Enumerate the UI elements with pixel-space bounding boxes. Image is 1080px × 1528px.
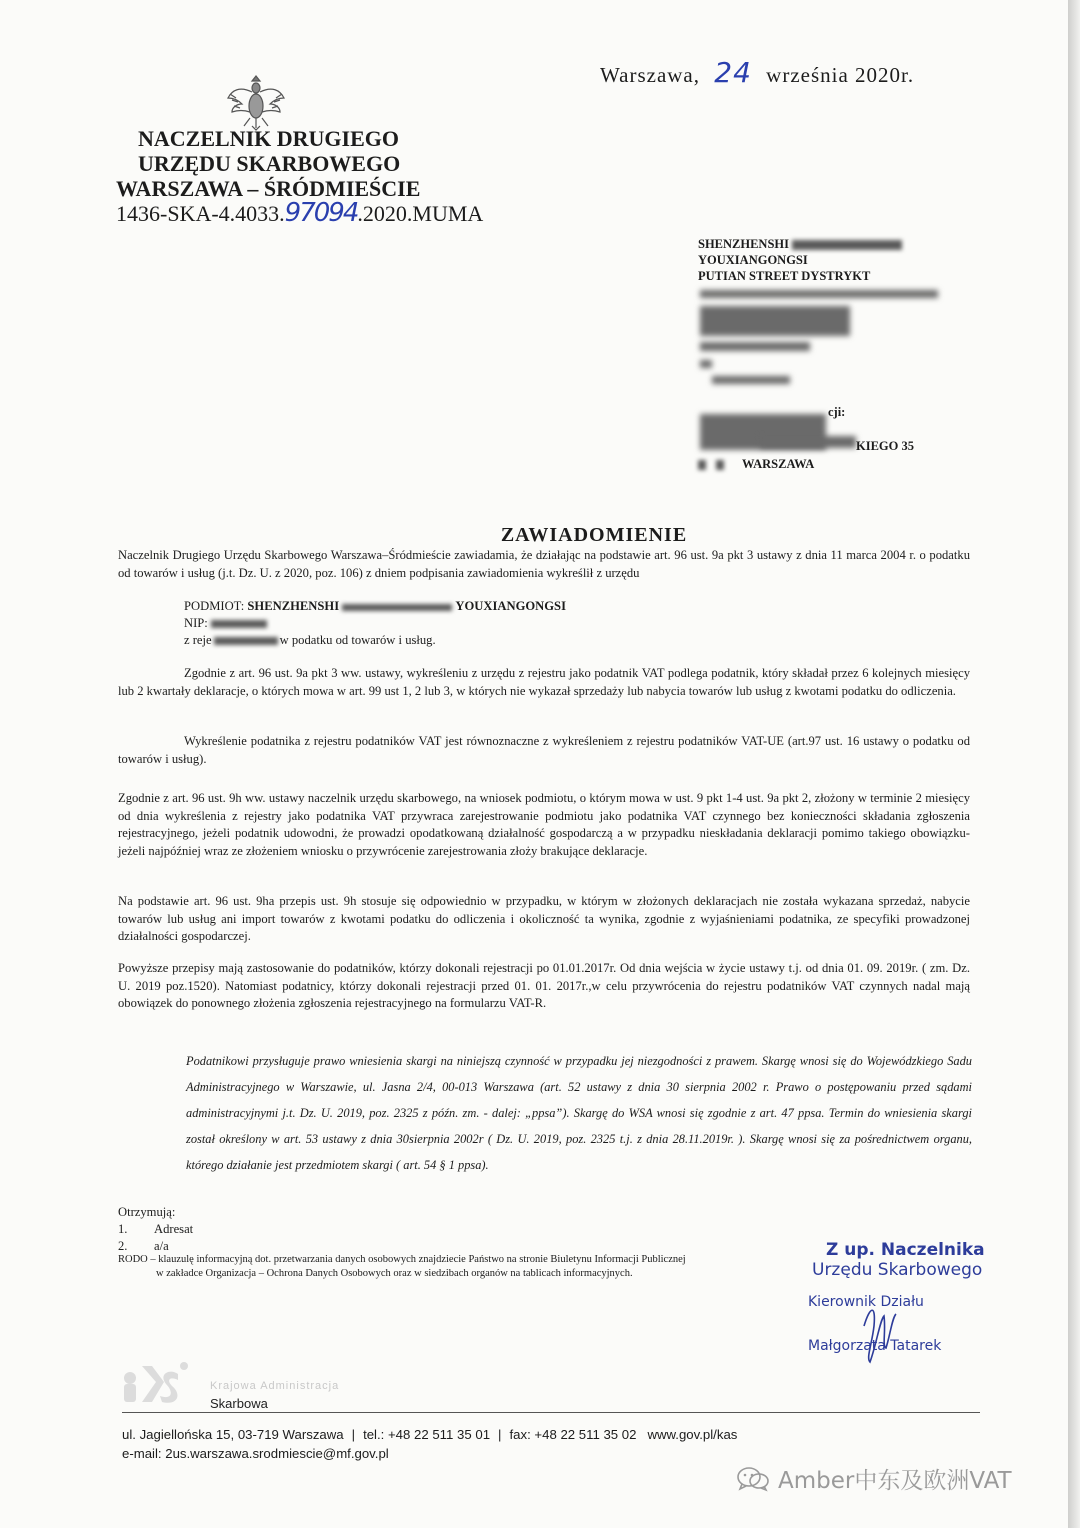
paragraph-6: Powyższe przepisy mają zastosowanie do podatników, którzy dokonali rejestracji po 01.01.2017r. Od dnia wejścia w życie ustawy t.j. od dnia 01. 09. 2019r. ( zm. Dz. U. 2019 poz.1520). Natomiast podatnicy, którzy dokonali rejestracji przed 01. 01. 2017r.,w celu przywrócenia do rejestru podatników VAT czynnych nadal mają obowiązek do ponownego złożenia zgłoszenia rejestracyjnego na formularzu VAT-R. (118, 961, 970, 1010)
wechat-watermark (736, 1462, 1012, 1495)
redaction-bar (792, 240, 902, 250)
redaction-bar (342, 604, 452, 611)
footer-contact: ul. Jagiellońska 15, 03-719 Warszawa | tel.: +48 22 511 35 01 | fax: +48 22 511 35 02 www.gov.pl/kas e-mail: 2us.warszawa.srodmiescie@mf.gov.pl (122, 1427, 738, 1461)
authority-line-1: NACZELNIK DRUGIEGO (138, 126, 399, 151)
date-handwritten-day: 24 (714, 56, 752, 89)
addressee-line-6: WARSZAWA (742, 457, 815, 471)
document-title: ZAWIADOMIENIE (500, 524, 688, 546)
kas-logo-text: Skarbowa (210, 1396, 268, 1411)
scan-edge (1068, 0, 1080, 1528)
date-place: Warszawa, (600, 63, 701, 87)
subject-block (184, 598, 944, 649)
redaction-bar (214, 637, 278, 645)
redaction-block (712, 376, 790, 384)
paragraph-3: Wykreślenie podatnika z rejestru podatników VAT jest równoznaczne z wykreśleniem z rejestru podatników VAT-UE (art.97 ust. 16 ustawy o podatku od towarów i usług). (118, 734, 970, 766)
addressee-line-3: PUTIAN STREET DYSTRYKT (698, 269, 871, 283)
register-end: w podatku od towarów i usług. (279, 633, 436, 647)
kas-logo-faint-text: Krajowa Administracja (210, 1380, 340, 1392)
authority-line-3: WARSZAWA – ŚRÓDMIEŚCIE (116, 176, 421, 201)
paragraph-2: Zgodnie z art. 96 ust. 9a pkt 3 ww. ustawy, wykreśleniu z urzędu z rejestru jako podatnik VAT podlega podatnik, który składał przez 6 kolejnych miesięcy lub 2 kwartały deklaracje, o których mowa w art. 99 ust 1, 2 lub 3, w których nie wykazał sprzedaży lub nabycia towarów lub usług z kwotami podatku do odliczenia. (118, 666, 970, 698)
stamp-line-2: Urzędu Skarbowego (812, 1260, 983, 1280)
recipients-label: Otrzymują: (118, 1205, 176, 1219)
footer-address: ul. Jagiellońska 15, 03-719 Warszawa (122, 1427, 344, 1442)
subject-name-end: YOUXIANGONGSI (455, 599, 566, 613)
official-stamp (808, 1240, 1008, 1354)
addressee-street (698, 438, 988, 454)
rodo-line-1: RODO – klauzulę informacyjną dot. przetwarzania danych osobowych znajdziecie Państwo na stronie Biuletynu Informacji Publicznej (118, 1254, 686, 1265)
redaction-bar (716, 460, 724, 470)
addressee-line-2: YOUXIANGONGSI (698, 253, 808, 267)
reference-prefix: 1436-SKA-4.4033. (116, 201, 285, 226)
register-start: z reje (184, 633, 212, 647)
case-reference (116, 198, 483, 228)
addressee-city (698, 456, 988, 472)
reference-suffix: .2020.MUMA (357, 201, 484, 226)
list-item: 2. a/a (118, 1239, 169, 1253)
footer-fax: fax: +48 22 511 35 02 (509, 1427, 637, 1442)
redaction-block (700, 342, 810, 351)
addressee-line-5: KIEGO 35 (856, 439, 914, 453)
intro-paragraph: Naczelnik Drugiego Urzędu Skarbowego Warszawa–Śródmieście zawiadamia, że działając na podstawie art. 96 ust. 9a pkt 3 ustawy z dnia 11 marca 2004 r. o podatku od towarów i usług (j.t. Dz. U. z 2020, poz. 106) z dniem podpisania zawiadomienia wykreślił z urzędu (118, 548, 970, 580)
stamp-line-4: Małgorzata Tatarek (808, 1338, 942, 1354)
addressee-line-1: SHENZHENSHI (698, 237, 790, 251)
polish-eagle-emblem-icon (224, 70, 288, 134)
redaction-bar (211, 620, 267, 628)
redaction-block (700, 306, 850, 336)
paragraph-4: Zgodnie z art. 96 ust. 9h ww. ustawy naczelnik urzędu skarbowego, na wniosek podmiotu, o którym mowa w ust. 9 pkt 1-4 ust. 9a pkt 2, złożony w terminie 2 miesięcy od dnia wykreślenia z rejestry jako podatnika VAT przywraca zarejestrowanie podmiotu jako podatnika VAT czynnego bez konieczności składania zgłoszenia rejestracyjnego, jeżeli podatnik udowodni, że prowadzi opodatkowaną działalność gospodarczą a w przypadku nieskładania deklaracji pomimo takiego obowiązku-jeżeli najpóźniej wraz ze złożeniem wniosku o przywrócenie zarejestrowania złoży brakujące deklaracje. (118, 791, 970, 858)
footer-website-link[interactable]: www.gov.pl/kas (647, 1427, 738, 1442)
subject-label: PODMIOT: (184, 599, 245, 613)
stamp-line-1: Z up. Naczelnika (826, 1240, 985, 1260)
list-item: 1. Adresat (118, 1222, 194, 1236)
redaction-block (700, 360, 712, 368)
reference-handwritten-number: 97094 (284, 198, 358, 228)
addressee-line-4: cji: (828, 405, 846, 419)
rodo-notice (118, 1253, 818, 1281)
appeal-notice-paragraph: Podatnikowi przysługuje prawo wniesienia skargi na niniejszą czynność w przypadku jej niezgodności z prawem. Skargę wnosi się do Wojewódzkiego Sadu Administracyjnego w Warszawie, ul. Jasna 2/4, 00-013 Warszawa (art. 52 ustawy z dnia 30 sierpnia 2002 r. Prawo o postępowaniu przed sądami administracyjnymi j.t. Dz. U. 2019, poz. 2325 z późn. zm. - dalej: „ppsa”). Skargę do WSA wnosi się zgodnie z art. 47 ppsa. Termin do wniesienia skargi został określony w art. 53 ustawy z dnia 30sierpnia 2002r ( Dz. U. 2019, poz. 2325 t.j. z dnia 28.11.2019r. ). Skargę wnosi się za pośrednictwem organu, którego działanie jest przedmiotem skargi ( art. 54 § 1 ppsa). (186, 1054, 972, 1172)
redaction-bar (698, 460, 706, 470)
addressee-block (698, 236, 988, 284)
footer-tel: tel.: +48 22 511 35 01 (363, 1427, 491, 1442)
authority-line-2: URZĘDU SKARBOWEGO (138, 151, 401, 176)
handwritten-signature-icon (856, 1296, 902, 1366)
subject-name: SHENZHENSHI (247, 599, 340, 613)
rodo-line-2: w zakładce Organizacja – Ochrona Danych Osobowych oraz w siedzibach organów na tablicach informacyjnych. (156, 1268, 633, 1279)
watermark-text: Amber中东及欧洲VAT (778, 1468, 1012, 1494)
wechat-icon (736, 1466, 770, 1492)
paragraph-5: Na podstawie art. 96 ust. 9ha przepis ust. 9h stosuje się odpowiednio w przypadku, w którym w złożonych deklaracjach nie została wykazana sprzedaż, nabycie towarów lub usług ani import towarów z kwotami podatku do odliczenia i okoliczność ta wynika, zgodnie z wyjaśnieniami podatnika, ze specyfiki prowadzonej działalności gospodarczej. (118, 894, 970, 943)
document-date (600, 56, 914, 89)
recipients-list (118, 1204, 193, 1255)
stamp-line-3: Kierownik Działu (808, 1294, 924, 1310)
issuing-authority (116, 126, 536, 201)
footer-divider (122, 1412, 980, 1413)
redaction-block (700, 290, 938, 298)
footer-email-link[interactable]: e-mail: 2us.warszawa.srodmiescie@mf.gov.pl (122, 1446, 389, 1461)
nip-label: NIP: (184, 616, 208, 630)
date-month-year: września 2020r. (766, 63, 915, 87)
